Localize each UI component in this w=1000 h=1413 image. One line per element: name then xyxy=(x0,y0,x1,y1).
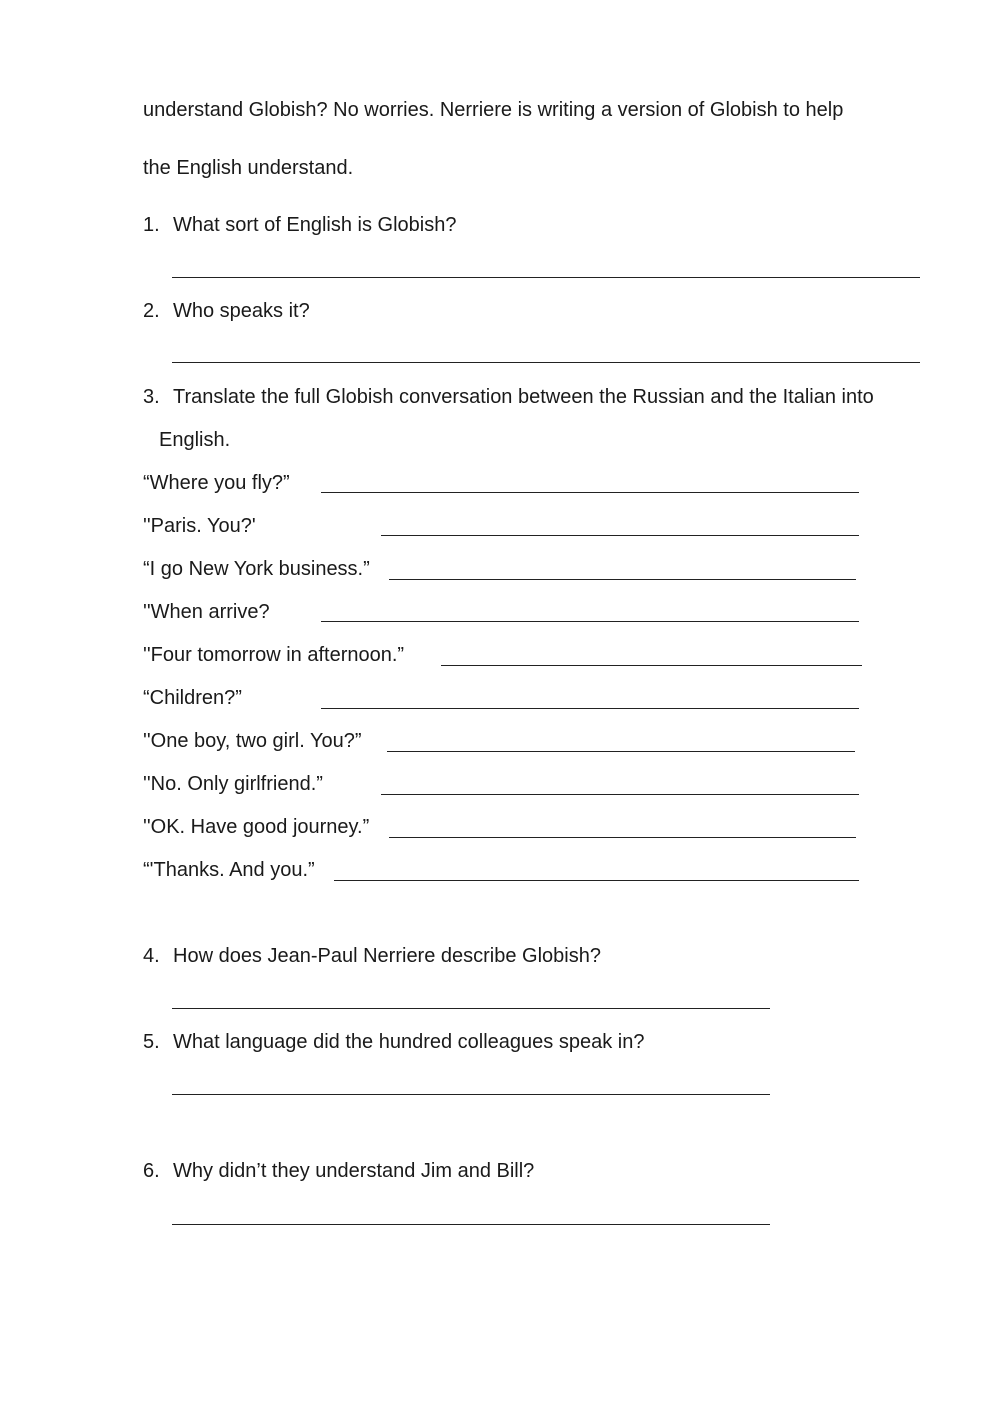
conversation-line-1: “Where you fly?” xyxy=(143,472,290,494)
translation-line-5[interactable] xyxy=(441,665,862,666)
conversation-line-6: “Children?” xyxy=(143,687,242,709)
conversation-line-3: “I go New York business.” xyxy=(143,558,370,580)
question-3-text-continued: English. xyxy=(159,429,231,451)
conversation-line-5: ''Four tomorrow in afternoon.” xyxy=(143,644,405,666)
question-5-text: What language did the hundred colleagues speak in? xyxy=(173,1031,645,1053)
question-2-number: 2. xyxy=(143,300,160,322)
translation-line-6[interactable] xyxy=(321,708,859,709)
question-2-text: Who speaks it? xyxy=(173,300,310,322)
question-4-text: How does Jean-Paul Nerriere describe Globish? xyxy=(173,945,601,967)
conversation-line-4: ''When arrive? xyxy=(143,601,270,623)
translation-line-7[interactable] xyxy=(387,751,855,752)
answer-line-2[interactable] xyxy=(172,362,920,363)
answer-line-4[interactable] xyxy=(172,1008,770,1009)
conversation-line-7: ''One boy, two girl. You?” xyxy=(143,730,362,752)
translation-line-3[interactable] xyxy=(389,579,856,580)
conversation-line-10: “'Thanks. And you.” xyxy=(143,859,315,881)
question-3-number: 3. xyxy=(143,386,160,408)
conversation-line-2: ''Paris. You?' xyxy=(143,515,256,537)
translation-line-9[interactable] xyxy=(389,837,856,838)
translation-line-2[interactable] xyxy=(381,535,859,536)
question-6-text: Why didn’t they understand Jim and Bill? xyxy=(173,1160,535,1182)
intro-line-2: the English understand. xyxy=(143,157,354,179)
translation-line-8[interactable] xyxy=(381,794,859,795)
translation-line-1[interactable] xyxy=(321,492,859,493)
translation-line-4[interactable] xyxy=(321,621,859,622)
intro-line-1: understand Globish? No worries. Nerriere is writing a version of Globish to help xyxy=(143,99,844,121)
question-6-number: 6. xyxy=(143,1160,160,1182)
question-3-text: Translate the full Globish conversation between the Russian and the Italian into xyxy=(173,386,874,408)
question-4-number: 4. xyxy=(143,945,160,967)
question-1-text: What sort of English is Globish? xyxy=(173,214,457,236)
answer-line-1[interactable] xyxy=(172,277,920,278)
question-1-number: 1. xyxy=(143,214,160,236)
answer-line-6[interactable] xyxy=(172,1224,770,1225)
conversation-line-9: ''OK. Have good journey.” xyxy=(143,816,370,838)
translation-line-10[interactable] xyxy=(334,880,859,881)
answer-line-5[interactable] xyxy=(172,1094,770,1095)
question-5-number: 5. xyxy=(143,1031,160,1053)
conversation-line-8: ''No. Only girlfriend.” xyxy=(143,773,323,795)
